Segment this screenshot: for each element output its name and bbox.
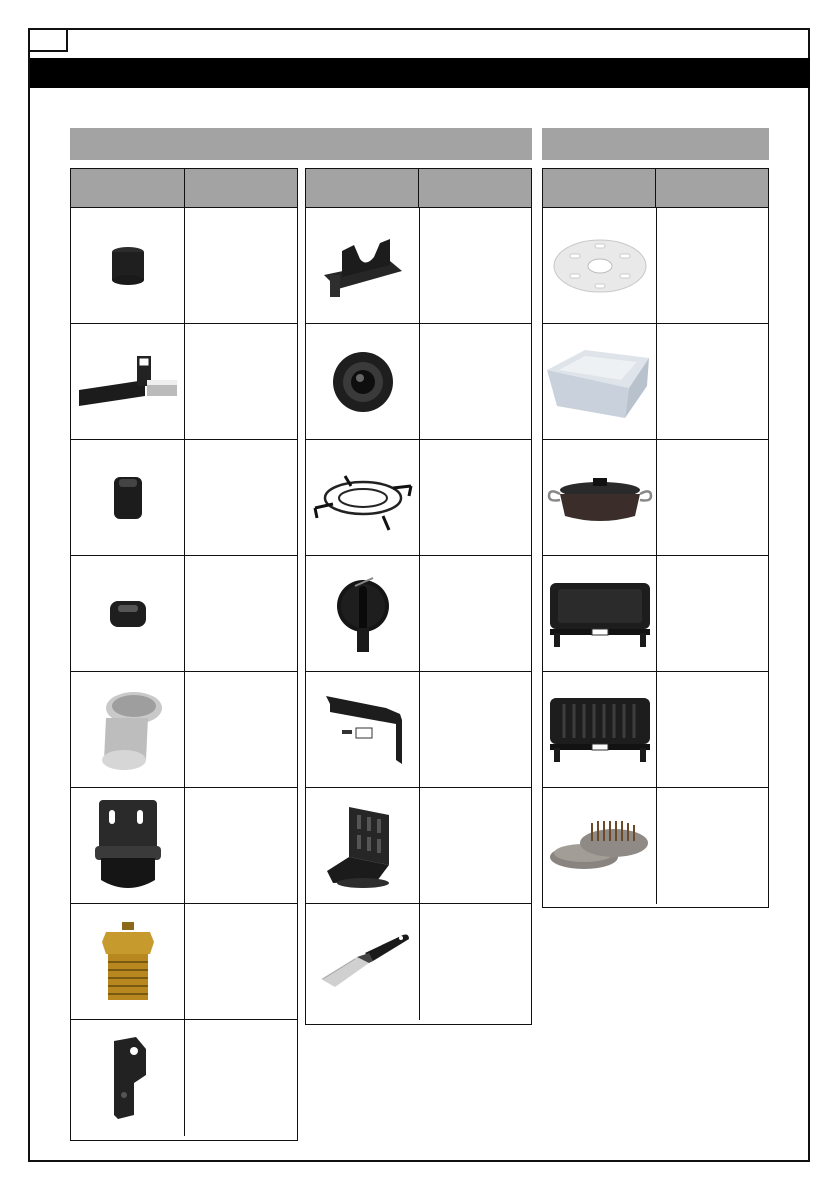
table-header	[306, 169, 531, 208]
table-row	[71, 556, 297, 672]
brush-icon	[543, 788, 657, 904]
parts-table-2	[305, 168, 532, 1025]
brass-nozzle-icon	[71, 904, 185, 1019]
column-header-image	[543, 169, 656, 207]
table-row	[306, 208, 531, 324]
column-header-description	[185, 169, 298, 207]
section-header-left	[70, 128, 532, 160]
row-description	[185, 788, 297, 903]
diffuser-plate-icon	[543, 208, 657, 323]
table-row	[543, 208, 768, 324]
igniter-icon	[71, 324, 185, 439]
column-header-image	[71, 169, 185, 207]
row-description	[657, 440, 768, 555]
bracket-icon	[306, 208, 420, 323]
sleeve-icon	[71, 208, 185, 323]
row-description	[185, 1020, 297, 1136]
windshield-icon	[306, 672, 420, 787]
table-row	[306, 556, 531, 672]
row-description	[420, 556, 531, 671]
hinge-icon	[71, 788, 185, 903]
page-number-box	[28, 28, 68, 52]
column-header-description	[419, 169, 531, 207]
table-row	[71, 1020, 297, 1136]
table-row	[543, 324, 768, 440]
row-description	[657, 788, 768, 904]
table-row	[306, 440, 531, 556]
table-row	[306, 672, 531, 788]
clip-icon	[71, 1020, 185, 1136]
table-row	[71, 904, 297, 1020]
row-description	[420, 672, 531, 787]
row-description	[185, 324, 297, 439]
row-description	[420, 324, 531, 439]
row-description	[420, 904, 531, 1020]
table-row	[543, 672, 768, 788]
row-description	[185, 672, 297, 787]
table-row	[306, 324, 531, 440]
short-cap-icon	[71, 556, 185, 671]
row-description	[185, 904, 297, 1019]
mount-plate-icon	[306, 788, 420, 903]
table-header	[71, 169, 297, 208]
knob-icon	[306, 556, 420, 671]
row-description	[185, 556, 297, 671]
table-row	[71, 672, 297, 788]
table-row	[543, 556, 768, 672]
grill-plate-icon	[543, 672, 657, 787]
row-description	[185, 440, 297, 555]
section-header-right	[542, 128, 769, 160]
title-bar	[30, 58, 810, 88]
row-description	[420, 440, 531, 555]
flat-plate-icon	[543, 556, 657, 671]
column-header-image	[306, 169, 419, 207]
row-description	[657, 324, 768, 439]
row-description	[657, 556, 768, 671]
pan-support-icon	[306, 440, 420, 555]
row-description	[420, 208, 531, 323]
row-description	[420, 788, 531, 903]
row-description	[657, 672, 768, 787]
dish-icon	[543, 324, 657, 439]
plug-icon	[71, 672, 185, 787]
table-header	[543, 169, 768, 208]
column-header-description	[656, 169, 768, 207]
paella-pan-icon	[543, 440, 657, 555]
table-row	[306, 788, 531, 904]
table-row	[71, 324, 297, 440]
table-row	[306, 904, 531, 1020]
row-description	[185, 208, 297, 323]
table-row	[71, 788, 297, 904]
parts-table-3	[542, 168, 769, 908]
table-row	[71, 440, 297, 556]
scraper-icon	[306, 904, 420, 1020]
grommet-icon	[306, 324, 420, 439]
row-description	[657, 208, 768, 323]
tall-cap-icon	[71, 440, 185, 555]
table-row	[543, 440, 768, 556]
table-row	[543, 788, 768, 904]
parts-table-1	[70, 168, 298, 1141]
table-row	[71, 208, 297, 324]
